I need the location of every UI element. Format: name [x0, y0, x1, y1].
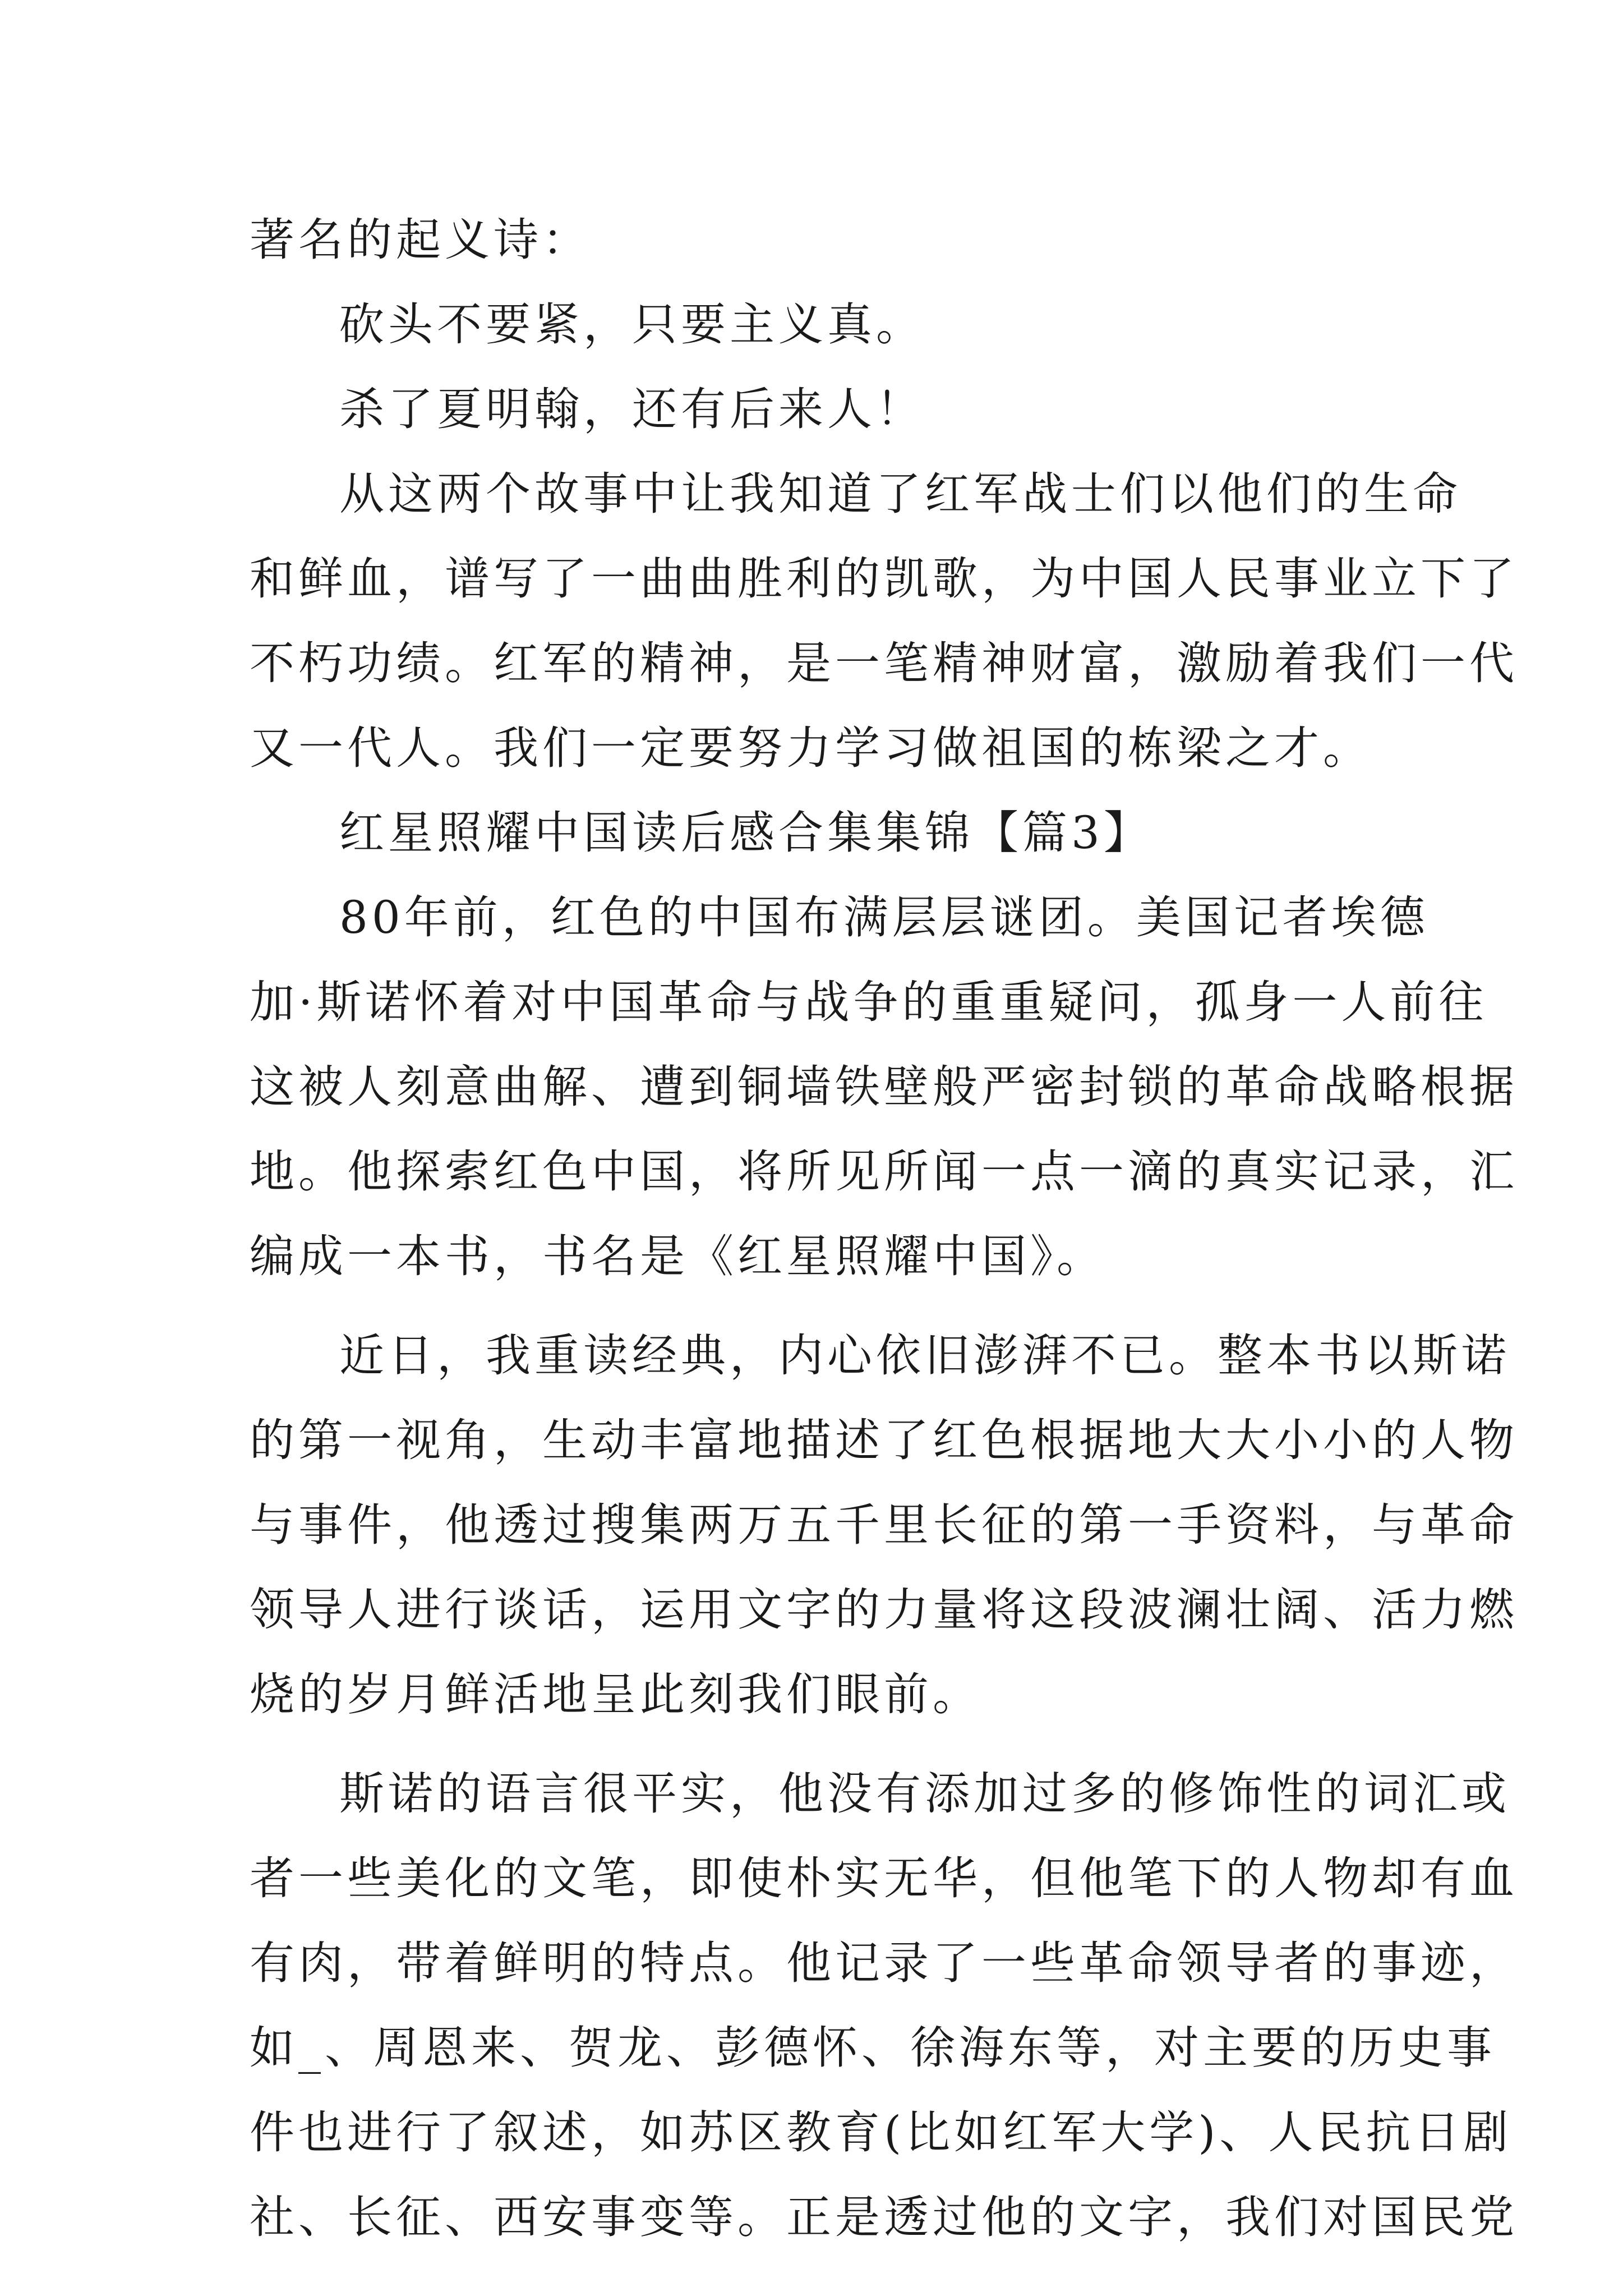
text-line: 有肉，带着鲜明的特点。他记录了一些革命领导者的事迹， [250, 1937, 1518, 1989]
text-line: 如_、周恩来、贺龙、彭德怀、徐海东等，对主要的历史事 [250, 2022, 1496, 2074]
text-line: 烧的岁月鲜活地呈此刻我们眼前。 [250, 1668, 981, 1720]
text-line: 编成一本书，书名是《红星照耀中国》。 [250, 1230, 1105, 1282]
text-line: 斯诺的语言很平实，他没有添加过多的修饰性的词汇或 [339, 1768, 1510, 1820]
poem-line-1: 砍头不要紧，只要主义真。 [339, 298, 925, 351]
text-line: 又一代人。我们一定要努力学习做祖国的栋梁之才。 [250, 722, 1372, 774]
text-line: 者一些美化的文笔，即使朴实无华，但他笔下的人物却有血 [250, 1852, 1518, 1904]
text-line: 从这两个故事中让我知道了红军战士们以他们的生命 [339, 468, 1461, 520]
text-line: 与事件，他透过搜集两万五千里长征的第一手资料，与革命 [250, 1499, 1518, 1551]
section-heading: 红星照耀中国读后感合集集锦【篇3】 [339, 807, 1152, 859]
text-line: 近日，我重读经典，内心依旧澎湃不已。整本书以斯诺 [339, 1329, 1510, 1382]
text-line: 不朽功绩。红军的精神，是一笔精神财富，激励着我们一代 [250, 637, 1518, 689]
text-line: 社、长征、西安事变等。正是透过他的文字，我们对国民党 [250, 2191, 1518, 2243]
text-line: 领导人进行谈话，运用文字的力量将这段波澜壮阔、活力燃 [250, 1584, 1518, 1636]
text-line: 的第一视角，生动丰富地描述了红色根据地大大小小的人物 [250, 1414, 1518, 1466]
text-line: 地。他探索红色中国，将所见所闻一点一滴的真实记录，汇 [250, 1145, 1518, 1198]
text-line: 加·斯诺怀着对中国革命与战争的重重疑问，孤身一人前往 [250, 976, 1488, 1028]
text-line: 件也进行了叙述，如苏区教育(比如红军大学)、人民抗日剧 [250, 2106, 1513, 2159]
poem-line-2: 杀了夏明翰，还有后来人！ [339, 383, 925, 435]
text-line: 80年前，红色的中国布满层层谜团。美国记者埃德 [339, 891, 1429, 944]
text-line: 这被人刻意曲解、遭到铜墙铁壁般严密封锁的革命战略根据 [250, 1061, 1518, 1113]
text-line: 著名的起义诗： [250, 214, 591, 266]
text-line: 和鲜血，谱写了一曲曲胜利的凯歌，为中国人民事业立下了 [250, 553, 1518, 605]
document-body [250, 197, 1518, 2260]
